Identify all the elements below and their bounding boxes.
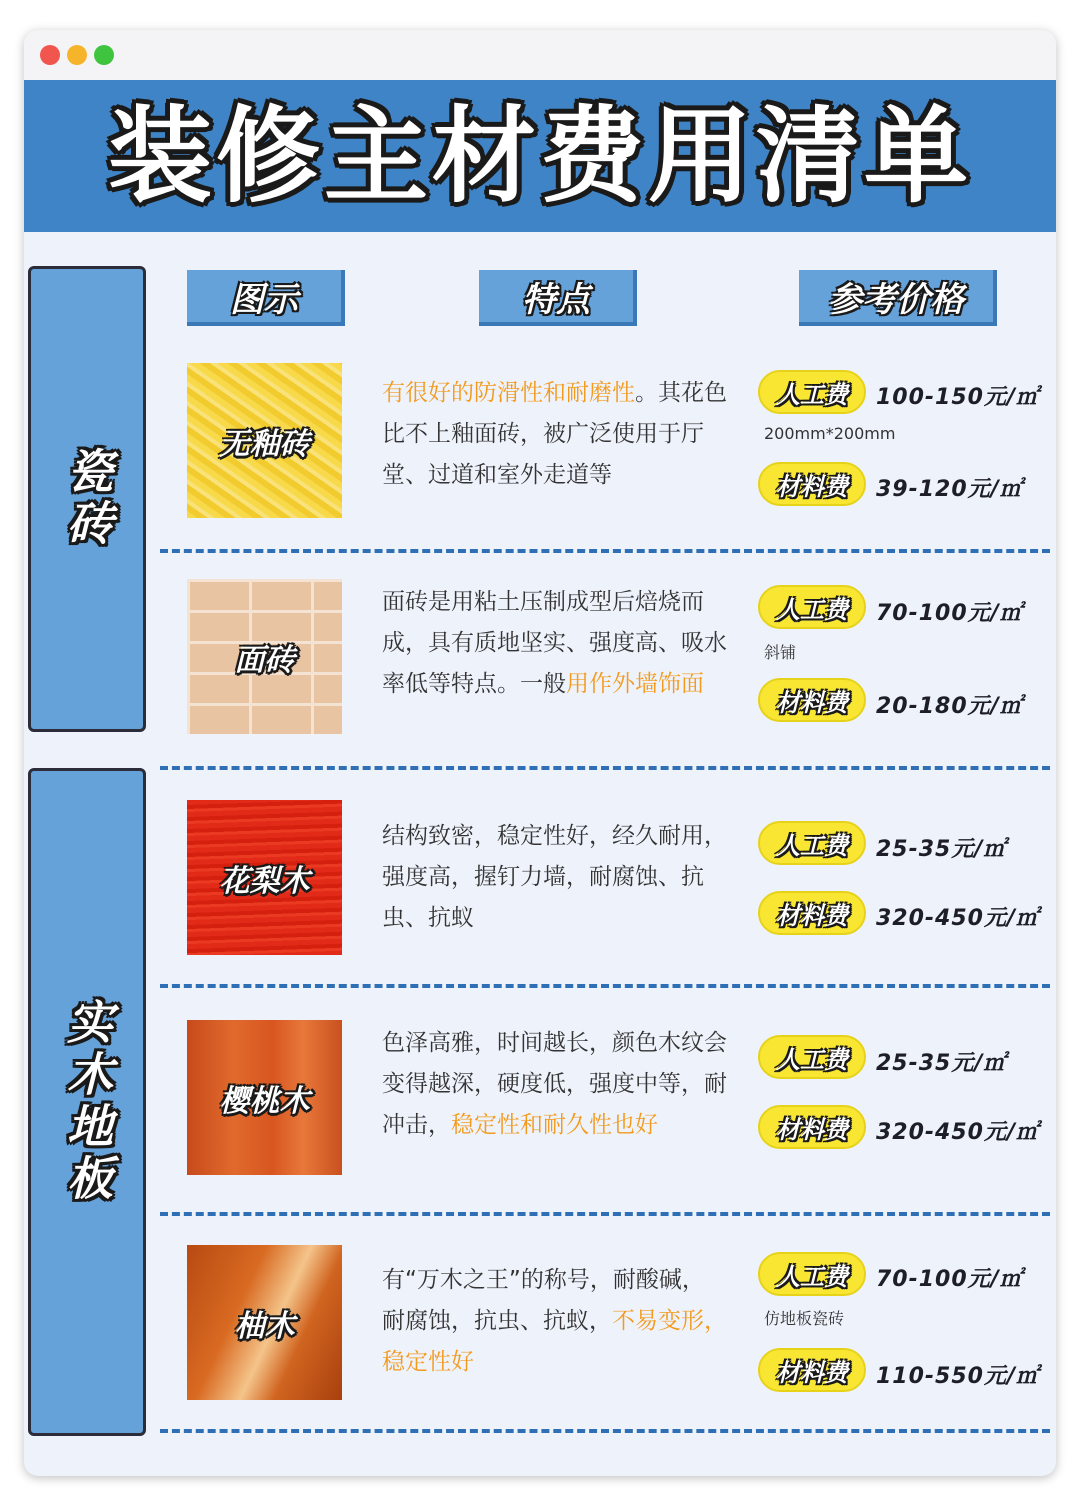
row-divider <box>160 1429 1050 1433</box>
material-name: 面砖 <box>234 642 295 678</box>
material-price: 110-550元/㎡ <box>876 1364 1040 1389</box>
column-header-feature: 特点 <box>479 270 637 326</box>
material-price: 39-120元/㎡ <box>876 477 1023 502</box>
material-price: 320-450元/㎡ <box>876 1120 1040 1145</box>
labor-price: 100-150元/㎡ <box>876 385 1040 410</box>
material-price: 320-450元/㎡ <box>876 906 1040 931</box>
row-divider <box>160 984 1050 988</box>
category-label: 实木地板 <box>60 998 114 1206</box>
feature-body: 面砖是用粘土压制成型后焙烧而成，具有质地坚实、强度高、吸水率低等特点。一般 <box>382 589 727 697</box>
category-wood-floor <box>28 768 146 1436</box>
feature-text <box>382 1260 727 1383</box>
material-cost-badge: 材料费 <box>758 891 866 935</box>
feature-highlight: 稳定性和耐久性也好 <box>451 1112 658 1138</box>
feature-text <box>382 816 727 939</box>
material-name: 花梨木 <box>219 863 310 899</box>
feature-highlight: 有很好的防滑性和耐磨性 <box>382 380 635 406</box>
feature-body: 色泽高雅，时间越长，颜色木纹会变得越深，硬度低，强度中等，耐冲击， <box>382 1030 727 1138</box>
price-note: 仿地板瓷砖 <box>764 1309 845 1328</box>
minimize-window-icon[interactable] <box>67 45 87 65</box>
page-title: 装修主材费用清单 <box>107 95 972 217</box>
title-banner <box>24 80 1056 232</box>
material-cost-badge: 材料费 <box>758 1105 866 1149</box>
column-header-price: 参考价格 <box>799 270 997 326</box>
labor-cost-badge: 人工费 <box>758 1035 866 1079</box>
feature-body: 结构致密，稳定性好，经久耐用，强度高，握钉力墙，耐腐蚀、抗虫、抗蚁 <box>382 823 727 931</box>
material-cost-badge: 材料费 <box>758 462 866 506</box>
category-label: 瓷砖 <box>60 447 114 551</box>
feature-text <box>382 1023 727 1146</box>
material-cost-badge: 材料费 <box>758 1348 866 1392</box>
material-name: 无釉砖 <box>219 426 310 462</box>
material-price: 20-180元/㎡ <box>876 694 1023 719</box>
material-swatch-facing-brick <box>187 579 342 734</box>
labor-cost-badge: 人工费 <box>758 585 866 629</box>
price-note: 200mm*200mm <box>764 424 896 443</box>
row-divider <box>160 549 1050 553</box>
material-name: 柚木 <box>234 1308 295 1344</box>
labor-price: 70-100元/㎡ <box>876 601 1023 626</box>
close-window-icon[interactable] <box>40 45 60 65</box>
labor-price: 70-100元/㎡ <box>876 1267 1023 1292</box>
window-titlebar <box>24 30 1056 80</box>
feature-highlight: 不易变形，稳定性好 <box>382 1308 727 1375</box>
feature-body: 。其花色比不上釉面砖，被广泛使用于厅堂、过道和室外走道等 <box>382 380 727 488</box>
labor-price: 25-35元/㎡ <box>876 837 1007 862</box>
feature-text <box>382 373 727 496</box>
material-swatch-teak <box>187 1245 342 1400</box>
labor-cost-badge: 人工费 <box>758 370 866 414</box>
material-swatch-cherry-wood <box>187 1020 342 1175</box>
app-window <box>24 30 1056 1476</box>
maximize-window-icon[interactable] <box>94 45 114 65</box>
material-swatch-unglazed-tile <box>187 363 342 518</box>
labor-cost-badge: 人工费 <box>758 1252 866 1296</box>
material-name: 樱桃木 <box>219 1083 310 1119</box>
material-cost-badge: 材料费 <box>758 678 866 722</box>
price-note: 斜铺 <box>764 643 797 662</box>
labor-price: 25-35元/㎡ <box>876 1051 1007 1076</box>
feature-body: 有“万木之王”的称号，耐酸碱，耐腐蚀，抗虫、抗蚁， <box>382 1267 705 1334</box>
feature-highlight: 用作外墙饰面 <box>566 671 704 697</box>
material-swatch-rosewood <box>187 800 342 955</box>
row-divider <box>160 1212 1050 1216</box>
column-header-image: 图示 <box>187 270 345 326</box>
row-divider <box>160 766 1050 770</box>
feature-text <box>382 582 727 705</box>
category-tiles <box>28 266 146 732</box>
labor-cost-badge: 人工费 <box>758 821 866 865</box>
